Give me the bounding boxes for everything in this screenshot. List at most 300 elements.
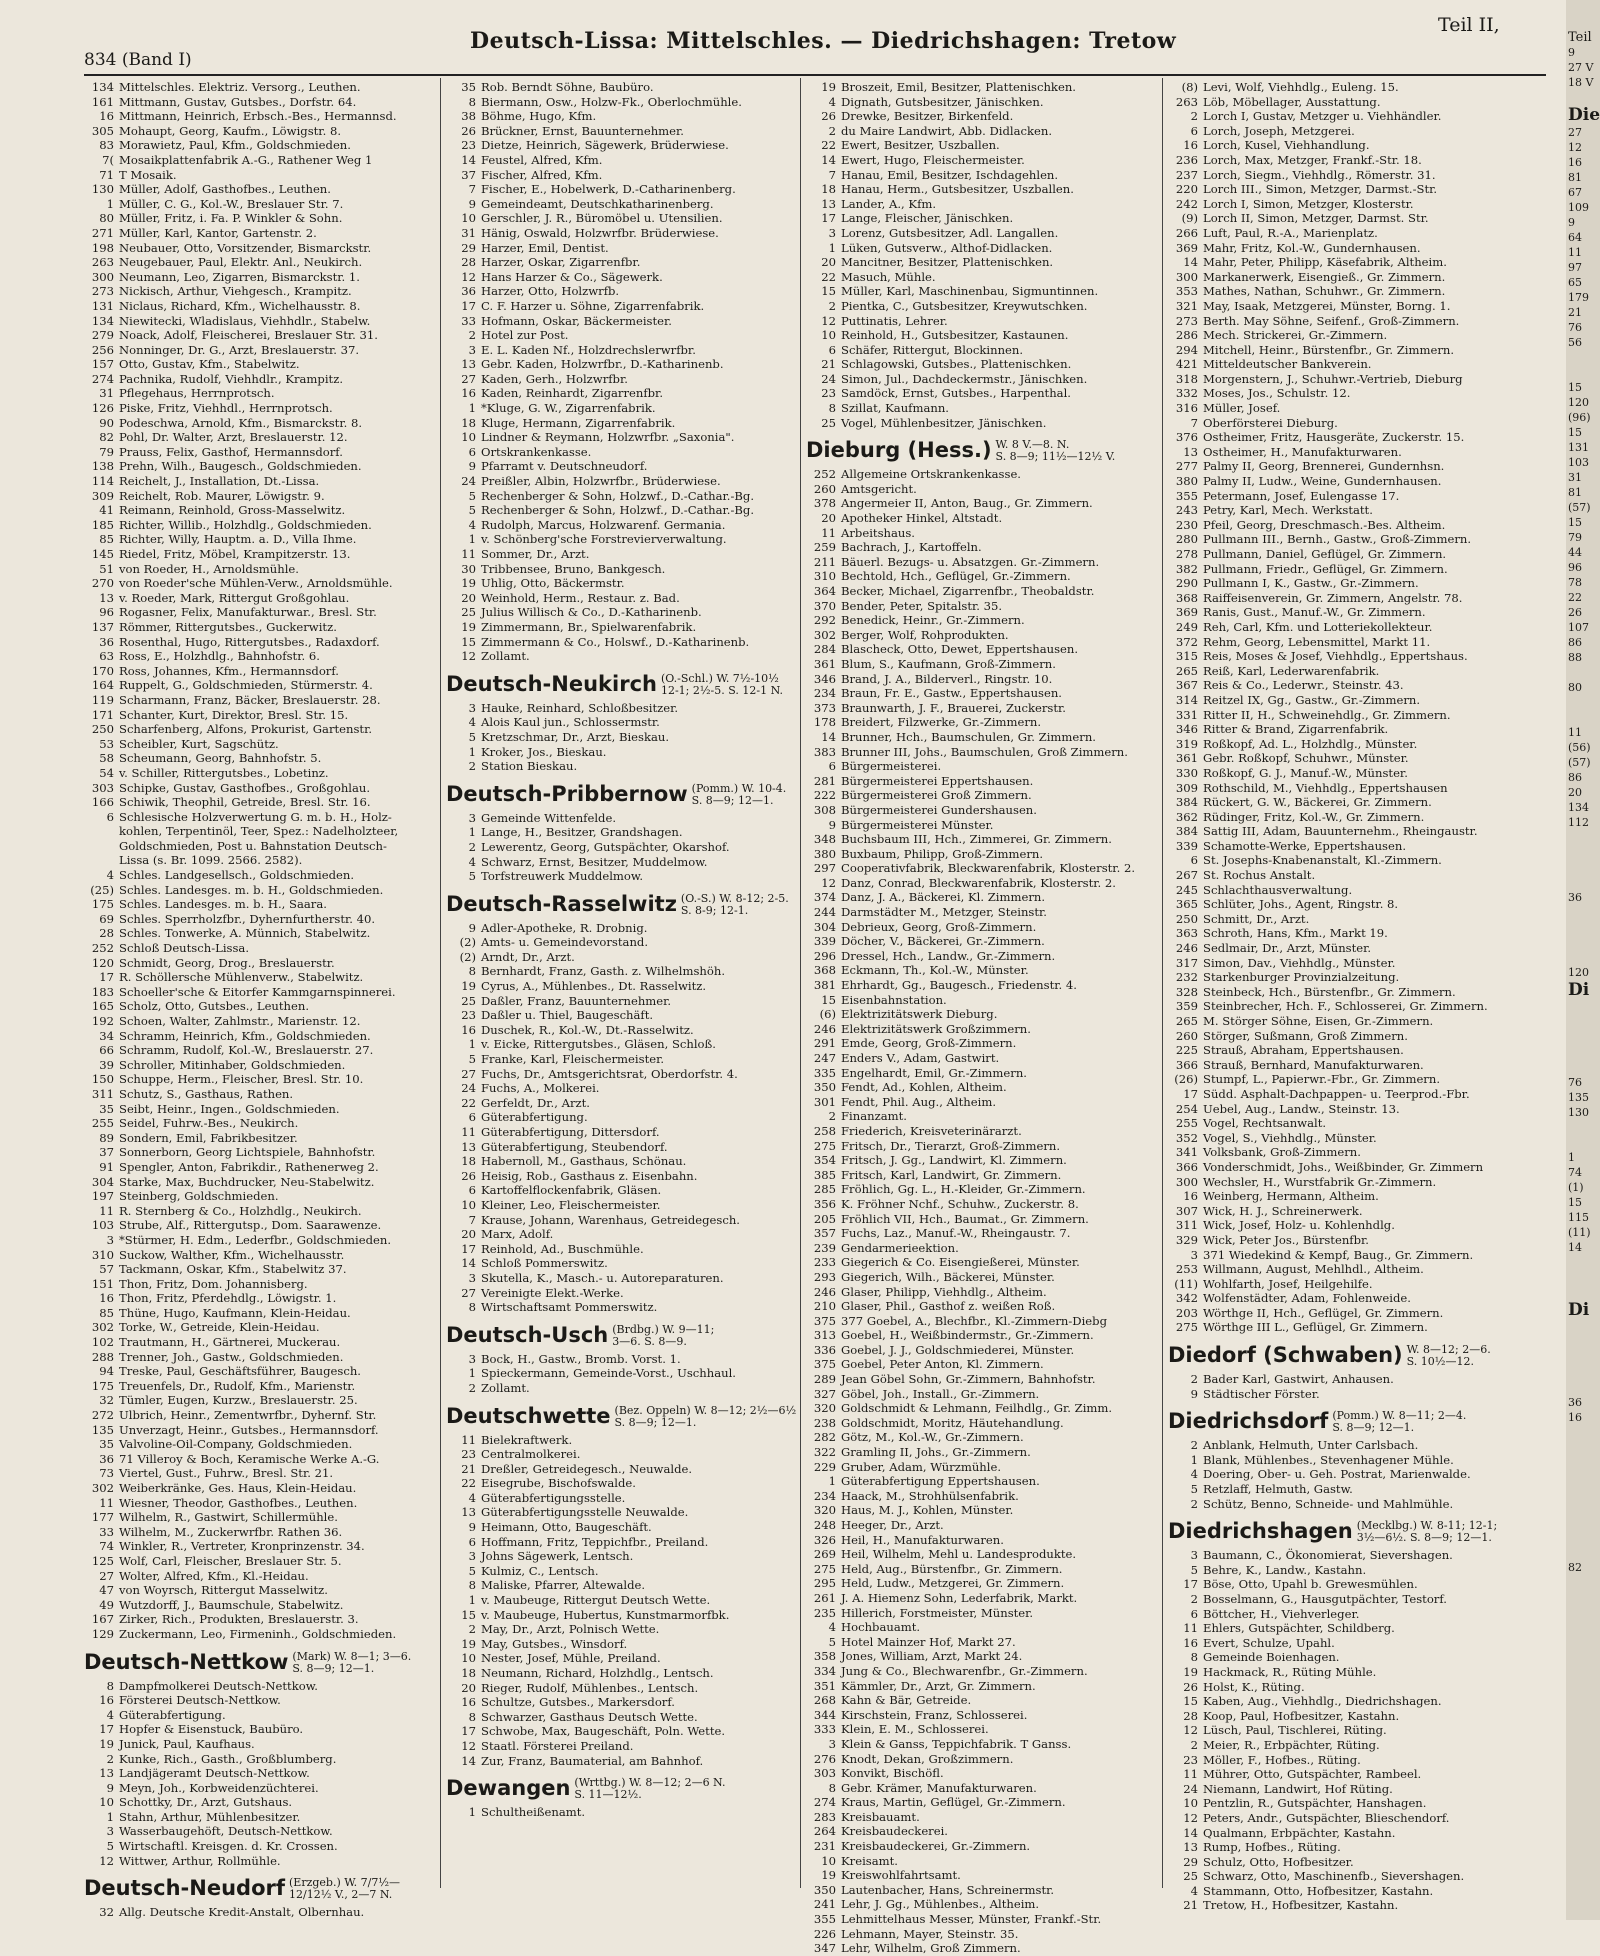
town-name: Deutsch-Nettkow xyxy=(84,1649,289,1674)
directory-entry xyxy=(446,299,802,314)
entry-text: Danz, Conrad, Bleckwarenfabrik, Klosterstr. 2. xyxy=(841,875,1116,890)
office-hours xyxy=(681,893,789,917)
phone-number: 368 xyxy=(1175,590,1198,605)
directory-entry xyxy=(1168,547,1524,562)
entry-text: Böse, Otto, Upahl b. Grewesmühlen. xyxy=(1203,1577,1418,1592)
entry-text: Löb, Möbellager, Ausstattung. xyxy=(1203,94,1381,109)
directory-entry xyxy=(806,153,1162,168)
entry-text: Johns Sägewerk, Lentsch. xyxy=(481,1549,634,1564)
phone-number: 10 xyxy=(461,211,476,226)
entry-text: Wolf, Carl, Fleischer, Breslauer Str. 5. xyxy=(119,1553,342,1568)
directory-entry xyxy=(84,1058,440,1073)
entry-text: Gramling II, Johs., Gr.-Zimmern. xyxy=(841,1445,1031,1460)
directory-entry xyxy=(84,153,440,168)
office-hours-line: (Pomm.) W. 8—11; 2—4. xyxy=(1332,1409,1467,1423)
phone-number: 304 xyxy=(91,1174,114,1189)
directory-entry xyxy=(1168,605,1524,620)
entry-text: Engelhardt, Emil, Gr.-Zimmern. xyxy=(841,1065,1027,1080)
office-hours-line: (Brdbg.) W. 9—11; xyxy=(612,1322,715,1336)
entry-text: Schroller, Mitinhaber, Goldschmieden. xyxy=(119,1057,346,1072)
edge-heading-fragment: Di xyxy=(1568,1300,1590,1320)
entry-text: Försterei Deutsch-Nettkow. xyxy=(119,1693,281,1708)
directory-entry xyxy=(806,1226,1162,1241)
office-hours-line: W. 8—12; 2—6. xyxy=(1406,1343,1491,1357)
phone-number: 3 xyxy=(468,1270,476,1285)
office-hours-line: (Mark) W. 8—1; 3—6. xyxy=(292,1649,412,1663)
directory-entry xyxy=(1168,1738,1524,1753)
town-name: Deutsch-Pribbernow xyxy=(446,781,688,806)
office-hours-line: 12/12½ V., 2—7 N. xyxy=(289,1888,393,1902)
town-heading xyxy=(1168,1519,1524,1544)
entry-text: Cyrus, A., Mühlenbes., Dt. Rasselwitz. xyxy=(481,979,707,994)
phone-number: 29 xyxy=(1183,1854,1198,1869)
phone-number: 30 xyxy=(461,561,476,576)
directory-entry xyxy=(806,920,1162,935)
directory-entry xyxy=(84,474,440,489)
entry-text: Neumann, Leo, Zigarren, Bismarckstr. 1. xyxy=(119,269,360,284)
phone-number: 280 xyxy=(1175,532,1198,547)
phone-number: 308 xyxy=(813,802,836,817)
phone-number: 13 xyxy=(99,1766,114,1781)
entry-text: Prauss, Felix, Gasthof, Hermannsdorf. xyxy=(119,444,343,459)
phone-number: 36 xyxy=(99,1451,114,1466)
phone-number: 5 xyxy=(468,1052,476,1067)
directory-entry xyxy=(446,979,802,994)
town-name: Deutsch-Neudorf xyxy=(84,1876,285,1901)
directory-entry xyxy=(446,1067,802,1082)
phone-number: 362 xyxy=(1175,809,1198,824)
directory-entry xyxy=(806,715,1162,730)
directory-entry xyxy=(806,124,1162,139)
entry-text: Starkenburger Provinzialzeitung. xyxy=(1203,970,1400,985)
entry-text: Götz, M., Kol.-W., Gr.-Zimmern. xyxy=(841,1430,1024,1445)
directory-entry xyxy=(84,1679,440,1694)
entry-text: Vonderschmidt, Johs., Weißbinder, Gr. Zimmern xyxy=(1203,1159,1484,1174)
edge-number: 80 xyxy=(1568,681,1582,694)
directory-entry xyxy=(84,1218,440,1233)
town-heading xyxy=(446,1323,802,1348)
entry-text: Döcher, V., Bäckerei, Gr.-Zimmern. xyxy=(841,934,1045,949)
phone-number: 275 xyxy=(813,1138,836,1153)
directory-entry xyxy=(1168,1665,1524,1680)
entry-text: Müller, Fritz, i. Fa. P. Winkler & Sohn. xyxy=(119,211,343,226)
entry-text: Emde, Georg, Groß-Zimmern. xyxy=(841,1036,1017,1051)
edge-number xyxy=(1566,1590,1600,1605)
entry-text: Volksbank, Groß-Zimmern. xyxy=(1203,1145,1361,1160)
directory-entry xyxy=(84,299,440,314)
phone-number: 26 xyxy=(461,1168,476,1183)
directory-entry xyxy=(446,547,802,562)
phone-number: 90 xyxy=(99,415,114,430)
entry-text: Arndt, Dr., Arzt. xyxy=(481,949,575,964)
phone-number: 26 xyxy=(1183,1679,1198,1694)
phone-number: 15 xyxy=(1183,1694,1198,1709)
phone-number: 185 xyxy=(91,517,114,532)
entry-text: Lorenz, Gutsbesitzer, Adl. Langallen. xyxy=(841,225,1059,240)
edge-number: 130 xyxy=(1568,1106,1589,1119)
edge-number xyxy=(1566,1470,1600,1485)
phone-number: 332 xyxy=(1175,386,1198,401)
edge-number xyxy=(1566,950,1600,965)
phone-number: 293 xyxy=(813,1269,836,1284)
directory-entry xyxy=(84,357,440,372)
directory-entry xyxy=(1168,343,1524,358)
entry-text: Rosenthal, Hugo, Rittergutsbes., Radaxdorf. xyxy=(119,634,380,649)
entry-text: Fröhlich, Gg. L., H.-Kleider, Gr.-Zimmern. xyxy=(841,1182,1086,1197)
directory-entry xyxy=(1168,985,1524,1000)
directory-entry xyxy=(806,1664,1162,1679)
edge-number: 27 xyxy=(1568,126,1582,139)
phone-number: 320 xyxy=(813,1503,836,1518)
directory-entry xyxy=(1168,430,1524,445)
directory-entry xyxy=(446,1352,802,1367)
directory-entry xyxy=(84,1612,440,1627)
directory-entry xyxy=(806,372,1162,387)
entry-text: Knodt, Dekan, Großzimmern. xyxy=(841,1751,1014,1766)
directory-entry xyxy=(1168,1855,1524,1870)
edge-number: 179 xyxy=(1568,291,1589,304)
directory-entry xyxy=(806,861,1162,876)
directory-entry xyxy=(806,1124,1162,1139)
phone-number: 21 xyxy=(821,357,836,372)
directory-entry xyxy=(806,1036,1162,1051)
edge-number xyxy=(1566,1500,1600,1515)
entry-text: Allgemeine Ortskrankenkasse. xyxy=(841,467,1021,482)
entry-text: Müller, Adolf, Gasthofbes., Leuthen. xyxy=(119,182,331,197)
directory-entry xyxy=(84,781,440,796)
edge-number: 15 xyxy=(1568,426,1582,439)
phone-number: 157 xyxy=(91,357,114,372)
entry-text: Danz, J. A., Bäckerei, Kl. Zimmern. xyxy=(841,890,1046,905)
entry-text: May, Isaak, Metzgerei, Münster, Borng. 1. xyxy=(1203,298,1451,313)
directory-entry xyxy=(1168,766,1524,781)
directory-entry xyxy=(1168,1175,1524,1190)
entry-text: Breidert, Filzwerke, Gr.-Zimmern. xyxy=(841,715,1042,730)
phone-number: 178 xyxy=(813,715,836,730)
directory-entry xyxy=(446,1593,802,1608)
directory-entry xyxy=(1168,1072,1524,1087)
phone-number: 364 xyxy=(813,584,836,598)
entry-text: Brunner III, Johs., Baumschulen, Groß Zimmern. xyxy=(841,744,1128,759)
phone-number: 21 xyxy=(461,1461,476,1476)
directory-entry xyxy=(84,722,440,737)
directory-entry xyxy=(446,994,802,1009)
entry-text: Thüne, Hugo, Kaufmann, Klein-Heidau. xyxy=(119,1305,351,1320)
directory-entry xyxy=(806,1314,1162,1329)
entry-text: Hochbauamt. xyxy=(841,1620,921,1635)
directory-entry xyxy=(84,649,440,664)
phone-number: 233 xyxy=(813,1255,836,1270)
entry-text: Qualmann, Erbpächter, Kastahn. xyxy=(1203,1825,1396,1840)
entry-text: Mohaupt, Georg, Kaufm., Löwigstr. 8. xyxy=(119,123,342,138)
phone-number: 365 xyxy=(1175,897,1198,912)
entry-text: Scharfenberg, Alfons, Prokurist, Gartenstr. xyxy=(119,722,373,737)
phone-number: 264 xyxy=(813,1824,836,1839)
entry-text: Rogasner, Felix, Manufakturwar., Bresl. Str. xyxy=(119,605,377,620)
phone-number: 271 xyxy=(91,225,114,240)
phone-number: 356 xyxy=(813,1196,836,1211)
phone-number: 80 xyxy=(99,211,114,226)
phone-number: 2 xyxy=(106,1751,114,1766)
phone-number: 27 xyxy=(461,1285,476,1300)
phone-number: 1 xyxy=(468,532,476,547)
entry-text: Moses, Jos., Schulstr. 12. xyxy=(1203,386,1351,401)
phone-number: 253 xyxy=(1175,1262,1198,1277)
entry-text: Schmitt, Dr., Arzt. xyxy=(1203,911,1310,926)
directory-entry xyxy=(806,1737,1162,1752)
phone-number: 322 xyxy=(813,1445,836,1460)
phone-number: 20 xyxy=(461,1227,476,1242)
phone-number: 27 xyxy=(99,1568,114,1583)
entry-text: Lehmittelhaus Messer, Münster, Frankf.-Str. xyxy=(841,1912,1102,1927)
directory-entry xyxy=(84,1102,440,1117)
entry-text: v. Maubeuge, Rittergut Deutsch Wette. xyxy=(481,1593,711,1608)
edge-number xyxy=(1566,1350,1600,1365)
directory-entry xyxy=(446,416,802,431)
entry-text: Ehrhardt, Gg., Baugesch., Friedenstr. 4. xyxy=(841,978,1077,993)
directory-entry xyxy=(806,613,1162,628)
office-hours xyxy=(1357,1520,1498,1544)
page-band-label: 834 (Band I) xyxy=(84,50,192,70)
entry-text: Markanerwerk, Eisengieß., Gr. Zimmern. xyxy=(1203,269,1446,284)
directory-entry xyxy=(446,1140,802,1155)
edge-number: 86 xyxy=(1568,636,1582,649)
entry-text: Lange, Fleischer, Jänischken. xyxy=(841,211,1014,226)
office-hours-line: S. 11—12½. xyxy=(574,1788,642,1802)
directory-entry xyxy=(1168,839,1524,854)
phone-number: 284 xyxy=(813,642,836,657)
entry-text: Fritsch, J. Gg., Landwirt, Kl. Zimmern. xyxy=(841,1153,1067,1168)
edge-number xyxy=(1566,1285,1600,1300)
directory-entry xyxy=(806,299,1162,314)
phone-number: 9 xyxy=(468,196,476,211)
phone-number: 327 xyxy=(813,1386,836,1401)
office-hours-line: S. 10½—12. xyxy=(1406,1355,1474,1369)
directory-entry xyxy=(84,1496,440,1511)
phone-number: 7 xyxy=(828,167,836,182)
edge-number: 88 xyxy=(1568,651,1582,664)
directory-entry xyxy=(446,562,802,577)
phone-number: 367 xyxy=(1175,678,1198,693)
entry-text: Roßkopf, G. J., Manuf.-W., Münster. xyxy=(1203,765,1408,780)
directory-entry xyxy=(446,1608,802,1623)
phone-number: 138 xyxy=(91,459,114,474)
phone-number: 279 xyxy=(91,328,114,343)
edge-number: 9 xyxy=(1568,216,1575,229)
directory-entry xyxy=(446,1476,802,1491)
directory-entry xyxy=(84,1306,440,1321)
phone-number: 225 xyxy=(1175,1043,1198,1058)
entry-text: Wilhelm, M., Zuckerwrfbr. Rathen 36. xyxy=(119,1524,343,1539)
phone-number: 269 xyxy=(813,1547,836,1562)
phone-number: 355 xyxy=(813,1912,836,1927)
entry-text: Kämmler, Dr., Arzt, Gr. Zimmern. xyxy=(841,1678,1036,1693)
entry-text: Sondern, Emil, Fabrikbesitzer. xyxy=(119,1130,298,1145)
entry-text: T Mosaik. xyxy=(119,167,177,182)
directory-entry xyxy=(446,168,802,183)
town-name: Diedrichsdorf xyxy=(1168,1409,1329,1434)
entry-text: v. Maubeuge, Hubertus, Kunstmarmorfbk. xyxy=(481,1607,730,1622)
entry-text: Amtsgericht. xyxy=(841,481,917,496)
entry-text: Müller, Karl, Maschinenbau, Sigmuntinnen. xyxy=(841,284,1099,299)
entry-text: Schoen, Walter, Zahlmstr., Marienstr. 12. xyxy=(119,1014,361,1028)
directory-entry xyxy=(446,1300,802,1315)
phone-number: 288 xyxy=(91,1349,114,1364)
directory-entry xyxy=(806,416,1162,431)
phone-number: 311 xyxy=(1175,1218,1198,1233)
phone-number: 250 xyxy=(1175,911,1198,926)
edge-number xyxy=(1566,935,1600,950)
phone-number: 9 xyxy=(468,1520,476,1535)
edge-number: (57) xyxy=(1568,756,1591,769)
directory-entry xyxy=(84,868,440,883)
directory-entry xyxy=(806,1372,1162,1387)
entry-text: Buchsbaum III, Hch., Zimmerei, Gr. Zimmern. xyxy=(841,832,1112,847)
entry-text: Reis, Moses & Josef, Viehhdlg., Eppertshaus. xyxy=(1203,649,1468,664)
phone-number: 145 xyxy=(91,547,114,561)
directory-entry xyxy=(1168,853,1524,868)
directory-entry xyxy=(1168,1636,1524,1651)
phone-number: 17 xyxy=(99,970,114,985)
phone-number: 14 xyxy=(821,152,836,167)
entry-text: Mosaikplattenfabrik A.-G., Rathener Weg 1 xyxy=(119,152,373,167)
entry-text: Debrieux, Georg, Groß-Zimmern. xyxy=(841,919,1037,934)
phone-number: 5 xyxy=(468,729,476,744)
directory-entry xyxy=(84,1510,440,1525)
edge-number: 74 xyxy=(1568,1166,1582,1179)
entry-text: Kreiswohlfahrtsamt. xyxy=(841,1868,961,1883)
phone-number: 18 xyxy=(461,1666,476,1680)
entry-text: Scheumann, Georg, Bahnhofstr. 5. xyxy=(119,751,322,766)
phone-number: 346 xyxy=(1175,722,1198,737)
edge-number: 20 xyxy=(1568,786,1582,799)
office-hours-line: (Erzgeb.) W. 7/7½— xyxy=(289,1876,400,1890)
phone-number: 254 xyxy=(1175,1101,1198,1116)
directory-entry xyxy=(806,1401,1162,1416)
phone-number: 15 xyxy=(461,634,476,649)
entry-text: Suckow, Walther, Kfm., Wichelhausstr. xyxy=(119,1247,345,1262)
office-hours-line: (Wrttbg.) W. 8—12; 2—6 N. xyxy=(574,1776,726,1790)
directory-entry xyxy=(806,1139,1162,1154)
directory-entry xyxy=(84,810,440,825)
edge-top-label: Teil xyxy=(1568,30,1592,45)
phone-number: 6 xyxy=(828,759,836,774)
directory-entry xyxy=(1168,591,1524,606)
phone-number: 103 xyxy=(91,1218,114,1233)
phone-number: 265 xyxy=(1175,663,1198,678)
phone-number: 256 xyxy=(91,342,114,357)
phone-number: 3 xyxy=(468,810,476,825)
edge-number: 64 xyxy=(1568,231,1582,244)
phone-number: 5 xyxy=(468,503,476,518)
phone-number: 255 xyxy=(91,1116,114,1131)
directory-entry xyxy=(806,1941,1162,1956)
edge-number xyxy=(1566,365,1600,380)
phone-number: 9 xyxy=(468,459,476,474)
directory-entry xyxy=(446,1491,802,1506)
edge-number xyxy=(1566,1045,1600,1060)
entry-text: Gemeinde Boienhagen. xyxy=(1203,1650,1340,1665)
directory-entry xyxy=(806,526,1162,541)
entry-text: Mahr, Fritz, Kol.-W., Gundernhausen. xyxy=(1203,240,1421,255)
phone-number: 94 xyxy=(99,1364,114,1379)
phone-number: 23 xyxy=(461,138,476,153)
directory-column-4 xyxy=(1168,80,1524,1913)
phone-number: (11) xyxy=(1174,1276,1198,1291)
directory-entry xyxy=(1168,1796,1524,1811)
directory-entry xyxy=(806,1182,1162,1197)
directory-entry xyxy=(446,840,802,855)
entry-text: Gemeinde Wittenfelde. xyxy=(481,810,617,825)
town-name: Diedrichshagen xyxy=(1168,1519,1353,1544)
entry-text: Schwarz, Otto, Maschinenfb., Sievershagen. xyxy=(1203,1869,1465,1884)
edge-number: 18 V xyxy=(1568,76,1594,89)
phone-number: 89 xyxy=(99,1130,114,1145)
directory-entry xyxy=(806,774,1162,789)
entry-text: Ritter & Brand, Zigarrenfabrik. xyxy=(1203,722,1389,737)
entry-text: Schottky, Dr., Arzt, Gutshaus. xyxy=(119,1795,293,1810)
phone-number: 12 xyxy=(1183,1723,1198,1738)
directory-entry xyxy=(1168,912,1524,927)
entry-text: Ostheimer, H., Manufakturwaren. xyxy=(1203,444,1402,459)
phone-number: 342 xyxy=(1175,1291,1198,1306)
phone-number: 14 xyxy=(461,1753,476,1768)
phone-number: 24 xyxy=(461,1081,476,1096)
phone-number: 167 xyxy=(91,1612,114,1627)
entry-text: Enders V., Adam, Gastwirt. xyxy=(841,1051,1000,1065)
entry-text: May, Dr., Arzt, Polnisch Wette. xyxy=(481,1622,660,1637)
phone-number: 234 xyxy=(813,686,836,701)
entry-text: Ewert, Hugo, Fleischermeister. xyxy=(841,152,1025,167)
directory-entry xyxy=(84,1072,440,1087)
entry-text: Valvoline-Oil-Company, Goldschmieden. xyxy=(119,1437,353,1452)
directory-entry xyxy=(806,1620,1162,1635)
directory-entry xyxy=(806,1007,1162,1022)
phone-number: (2) xyxy=(459,949,476,964)
phone-number: 24 xyxy=(1183,1781,1198,1796)
entry-text: Reichelt, J., Installation, Dt.-Lissa. xyxy=(119,474,320,489)
phone-number: 276 xyxy=(813,1751,836,1766)
entry-text: Kaden, Reinhardt, Zigarrenfbr. xyxy=(481,386,664,401)
entry-text: Schlagowski, Gutsbes., Plattenischken. xyxy=(841,357,1072,372)
phone-number: 372 xyxy=(1175,634,1198,649)
phone-number: 28 xyxy=(461,255,476,270)
phone-number: 12 xyxy=(99,1853,114,1868)
phone-number: 13 xyxy=(1183,444,1198,459)
phone-number: 17 xyxy=(1183,1086,1198,1101)
entry-text: Braun, Fr. E., Gastw., Eppertshausen. xyxy=(841,686,1062,701)
entry-text: Bürgermeisterei Münster. xyxy=(841,817,994,832)
directory-entry xyxy=(1168,1453,1524,1468)
entry-text: Tretow, H., Hofbesitzer, Kastahn. xyxy=(1203,1898,1399,1913)
phone-number: 7( xyxy=(102,152,114,167)
phone-number: 274 xyxy=(813,1795,836,1810)
directory-entry xyxy=(446,1710,802,1725)
directory-entry xyxy=(806,1270,1162,1285)
entry-text: Lorch, Max, Metzger, Frankf.-Str. 18. xyxy=(1203,152,1422,167)
phone-number: 1 xyxy=(468,1593,476,1608)
phone-number: 239 xyxy=(813,1240,836,1255)
directory-entry xyxy=(1168,1767,1524,1782)
entry-text: Habernoll, M., Gasthaus, Schönau. xyxy=(481,1154,687,1169)
phone-number: 131 xyxy=(91,298,114,313)
phone-number: 15 xyxy=(821,992,836,1007)
entry-text: Kunke, Rich., Gasth., Großblumberg. xyxy=(119,1751,337,1766)
entry-text: M. Störger Söhne, Eisen, Gr.-Zimmern. xyxy=(1203,1014,1434,1028)
phone-number: 277 xyxy=(1175,459,1198,474)
directory-entry xyxy=(84,1569,440,1584)
directory-entry xyxy=(1168,1306,1524,1321)
